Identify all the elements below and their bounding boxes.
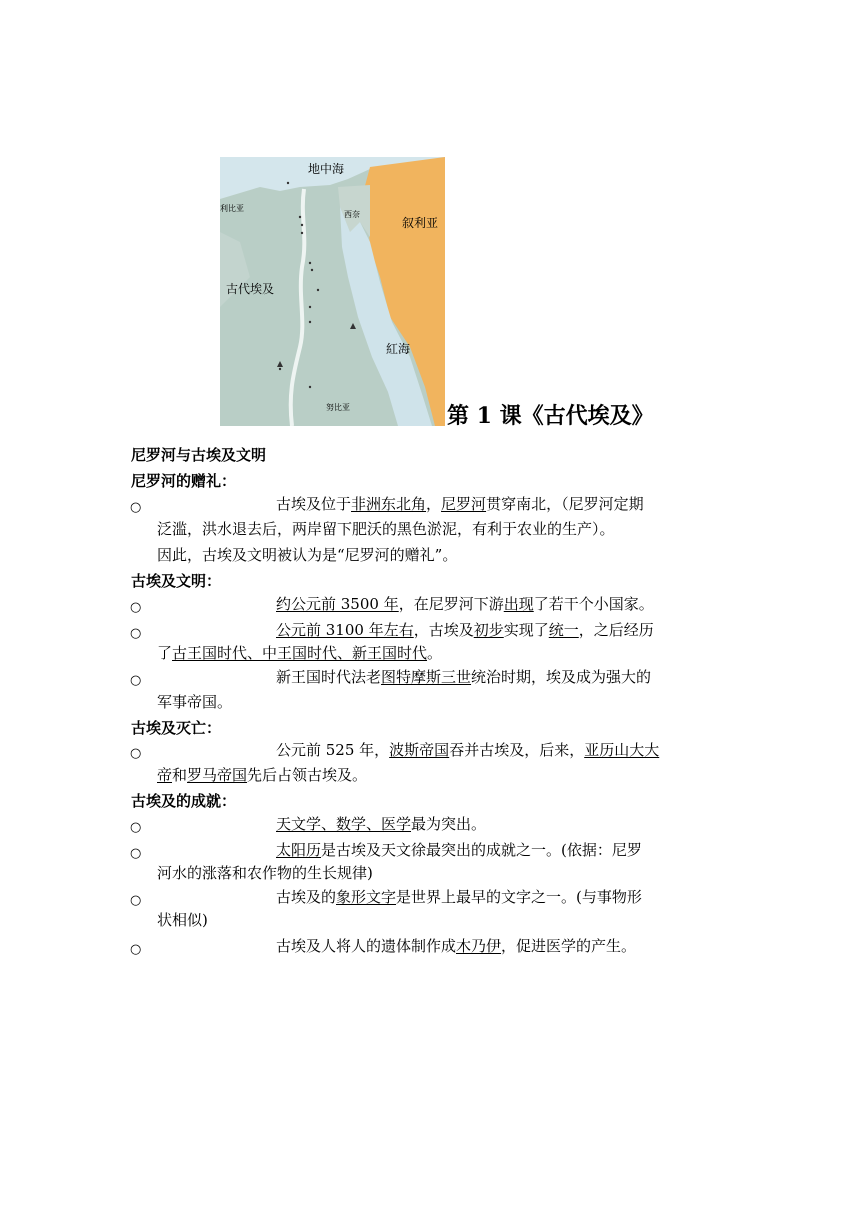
list-item-line bbox=[276, 620, 654, 640]
list-bullet: ○ bbox=[130, 893, 142, 908]
list-item-line: 河水的涨落和农作物的生长规律) bbox=[157, 864, 373, 882]
text: ，之后经历 bbox=[578, 621, 654, 639]
underlined-term: 波斯帝国 bbox=[389, 741, 450, 759]
text: 是古埃及天文徐最突出的成就之一。(依据：尼罗 bbox=[321, 841, 642, 859]
lesson-title: 第 1 课《古代埃及》 bbox=[447, 403, 654, 429]
list-item-line bbox=[157, 765, 367, 785]
underlined-term: 亚历山大大 bbox=[584, 741, 660, 759]
list-item-line bbox=[276, 740, 659, 760]
list-item-line bbox=[276, 814, 486, 834]
text: ，在尼罗河下游 bbox=[398, 595, 504, 613]
text: 最为突出。 bbox=[411, 815, 487, 833]
map-label-redsea: 紅海 bbox=[386, 342, 411, 356]
underlined-term: 太阳历 bbox=[276, 841, 322, 859]
list-item-line bbox=[276, 594, 654, 614]
map-svg bbox=[220, 157, 445, 426]
list-item-line: 泛滥，洪水退去后，两岸留下肥沃的黑色淤泥，有利于农业的生产）。 bbox=[157, 520, 615, 538]
text: 了 bbox=[157, 644, 173, 662]
underlined-term: 公元前 3100 年左右 bbox=[276, 621, 414, 639]
heading-nile-gift: 尼罗河的赠礼： bbox=[131, 472, 237, 490]
list-bullet: ○ bbox=[130, 846, 142, 861]
list-item-line bbox=[276, 840, 642, 860]
map-label-sea: 地中海 bbox=[308, 162, 345, 176]
underlined-term: 罗马帝国 bbox=[187, 766, 248, 784]
underlined-term: 天文学、数学、医学 bbox=[276, 815, 412, 833]
underlined-term: 帝 bbox=[157, 766, 173, 784]
text: 古埃及位于 bbox=[276, 495, 352, 513]
map-label-syria: 叙利亚 bbox=[402, 216, 439, 230]
text: ，促进医学的产生。 bbox=[501, 937, 637, 955]
section-title: 尼罗河与古埃及文明 bbox=[131, 446, 267, 464]
text: 是世界上最早的文字之一。(与事物形 bbox=[396, 888, 642, 906]
underlined-term: 出现 bbox=[503, 595, 534, 613]
list-item-line: 状相似) bbox=[157, 911, 208, 929]
list-bullet: ○ bbox=[130, 500, 142, 515]
list-item-line bbox=[157, 643, 442, 663]
list-bullet: ○ bbox=[130, 626, 142, 641]
underlined-term: 木乃伊 bbox=[456, 937, 502, 955]
text: 新王国时代法老 bbox=[276, 668, 382, 686]
text: 和 bbox=[172, 766, 188, 784]
list-item-line bbox=[276, 494, 644, 514]
heading-civilization: 古埃及文明： bbox=[131, 572, 222, 590]
list-bullet: ○ bbox=[130, 820, 142, 835]
underlined-term: 尼罗河 bbox=[441, 495, 487, 513]
underlined-term: 约公元前 3500 年 bbox=[276, 595, 399, 613]
map-label-libya: 利比亚 bbox=[220, 204, 244, 213]
underlined-term: 古王国时代、中王国时代、新王国时代 bbox=[172, 644, 428, 662]
text: 吞并古埃及，后来， bbox=[449, 741, 585, 759]
list-item-line bbox=[276, 936, 636, 956]
text: 先后占领古埃及。 bbox=[247, 766, 368, 784]
map-label-nubia: 努比亚 bbox=[326, 403, 350, 412]
list-item-line bbox=[276, 667, 651, 687]
list-bullet: ○ bbox=[130, 942, 142, 957]
text: 贯穿南北，（尼罗河定期 bbox=[486, 495, 644, 513]
list-item-line: 因此，古埃及文明被认为是“尼罗河的赠礼”。 bbox=[157, 546, 458, 564]
map-label-sinai: 西奈 bbox=[344, 210, 360, 219]
list-item-line bbox=[276, 887, 642, 907]
text: 实现了 bbox=[503, 621, 549, 639]
text: 了若干个小国家。 bbox=[533, 595, 654, 613]
map-label-egypt: 古代埃及 bbox=[226, 282, 275, 296]
underlined-term: 初步 bbox=[473, 621, 504, 639]
list-bullet: ○ bbox=[130, 600, 142, 615]
text: 统治时期，埃及成为强大的 bbox=[471, 668, 652, 686]
underlined-term: 非洲东北角 bbox=[351, 495, 427, 513]
list-bullet: ○ bbox=[130, 746, 142, 761]
list-bullet: ○ bbox=[130, 673, 142, 688]
heading-achievements: 古埃及的成就： bbox=[131, 792, 237, 810]
underlined-term: 象形文字 bbox=[336, 888, 397, 906]
heading-fall: 古埃及灭亡： bbox=[131, 719, 222, 737]
list-item-line: 军事帝国。 bbox=[157, 693, 233, 711]
text: 古埃及人将人的遗体制作成 bbox=[276, 937, 457, 955]
underlined-term: 图特摩斯三世 bbox=[381, 668, 472, 686]
text: 。 bbox=[427, 644, 443, 662]
text: ， bbox=[426, 495, 442, 513]
text: 古埃及的 bbox=[276, 888, 337, 906]
map-of-ancient-egypt bbox=[220, 157, 445, 426]
text: 公元前 525 年， bbox=[276, 741, 390, 759]
underlined-term: 统一 bbox=[548, 621, 579, 639]
text: ，古埃及 bbox=[413, 621, 474, 639]
